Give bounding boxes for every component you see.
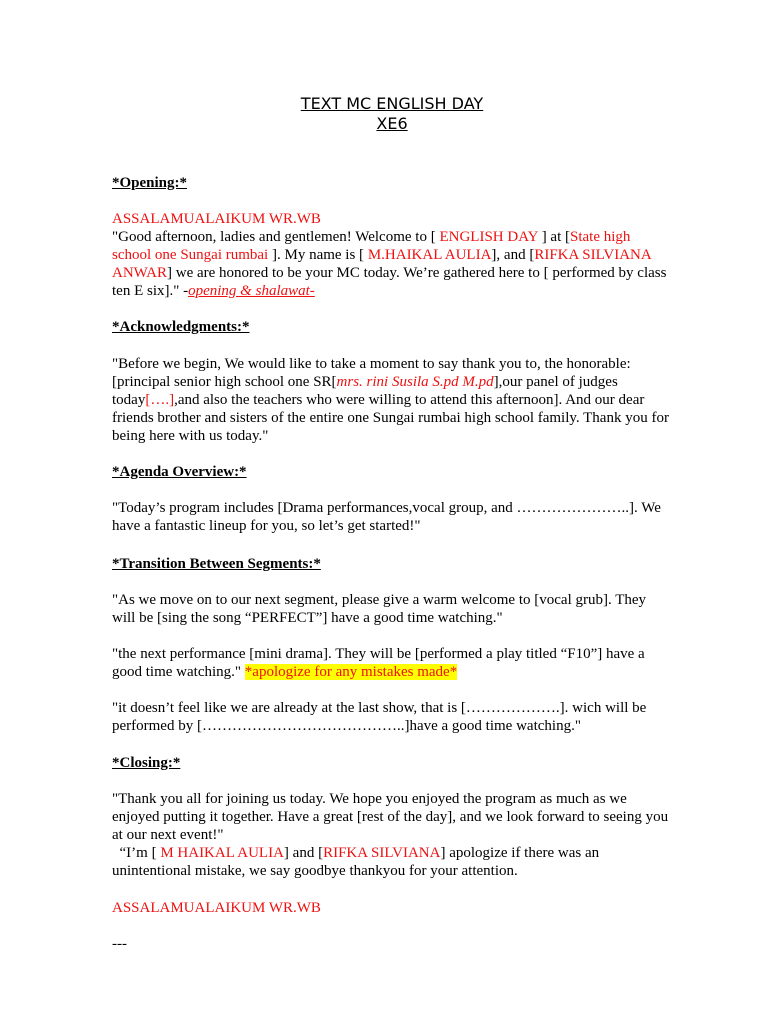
closing-paragraph-1: "Thank you all for joining us today. We hope you enjoyed the program as much as we enjoyed putting it together. Have a great [rest of the day], and we look forward to seeing you at our next event!"	[112, 791, 669, 843]
closing-paragraph-2	[112, 844, 672, 880]
mc-name-2: RIFKA SILVIANA ANWAR	[112, 247, 651, 281]
transition-paragraph-2	[112, 645, 672, 681]
mc-name-1: M HAIKAL AULIA	[160, 845, 284, 861]
closing-heading: *Closing:*	[112, 755, 181, 771]
transition-paragraph-3: "it doesn’t feel like we are already at the last show, that is [……………….]. wich will be performed by […………………………………..]have a good time watching."	[112, 700, 647, 734]
judges-blank: [….]	[145, 392, 175, 408]
text-run: ] apologize if there was an unintentional mistake, we say goodbye thankyou for your attention.	[112, 845, 603, 879]
text-run: "the next performance [mini drama]. They will be [performed a play titled “F10”] have a good time watching."	[112, 646, 645, 680]
event-name: ENGLISH DAY	[439, 229, 538, 245]
ack-paragraph	[112, 355, 672, 445]
text-run: ] we are honored to be your MC today. We’re gathered here to [ performed by class ten E six]." -	[112, 265, 667, 299]
text-run: "Good afternoon, ladies and gentlemen! Welcome to [	[112, 229, 440, 245]
ack-heading: *Acknowledgments:*	[112, 319, 250, 335]
text-run: ] and [	[283, 845, 324, 861]
title-line-1: TEXT MC ENGLISH DAY	[300, 94, 484, 113]
mc-name-2: RIFKA SILVIANA	[323, 845, 441, 861]
transition-paragraph-1: "As we move on to our next segment, please give a warm welcome to [vocal grub]. They will be [sing the song “PERFECT”] have a good time watching."	[112, 592, 647, 626]
opening-heading: *Opening:*	[112, 175, 188, 191]
opening-paragraph	[112, 228, 672, 300]
agenda-paragraph: "Today’s program includes [Drama performances,vocal group, and …………………..]. We have a fantastic lineup for you, so let’s get started!"	[112, 500, 661, 534]
end-marker: ---	[112, 936, 127, 952]
agenda-heading: *Agenda Overview:*	[112, 464, 247, 480]
principal-name: mrs. rini Susila S.pd M.pd	[336, 374, 494, 390]
transition-heading: *Transition Between Segments:*	[112, 556, 321, 572]
text-run: “I’m [	[112, 845, 161, 861]
school-name: State high school one Sungai rumbai	[112, 229, 631, 263]
text-run: ]. My name is [	[268, 247, 368, 263]
opening-greeting: ASSALAMUALAIKUM WR.WB	[112, 211, 321, 227]
mc-name-1: M.HAIKAL AULIA	[367, 247, 492, 263]
title-line-2: XE6	[376, 114, 408, 133]
closing-farewell: ASSALAMUALAIKUM WR.WB	[112, 900, 321, 916]
text-run: ], and [	[491, 247, 535, 263]
text-run: ] at [	[537, 229, 571, 245]
document-title	[112, 94, 672, 134]
apology-highlight: *apologize for any mistakes made*	[244, 664, 458, 680]
opening-note: opening & shalawat-	[188, 283, 315, 299]
text-run: "Before we begin, We would like to take a moment to say thank you to, the honorable: [principal senior high school one SR[	[112, 356, 631, 390]
text-run: ,and also the teachers who were willing to attend this afternoon]. And our dear friends brother and sisters of the entire one Sungai rumbai high school family. Thank you for being here with us today."	[112, 392, 669, 444]
text-run: ],our panel of judges today	[112, 374, 618, 408]
